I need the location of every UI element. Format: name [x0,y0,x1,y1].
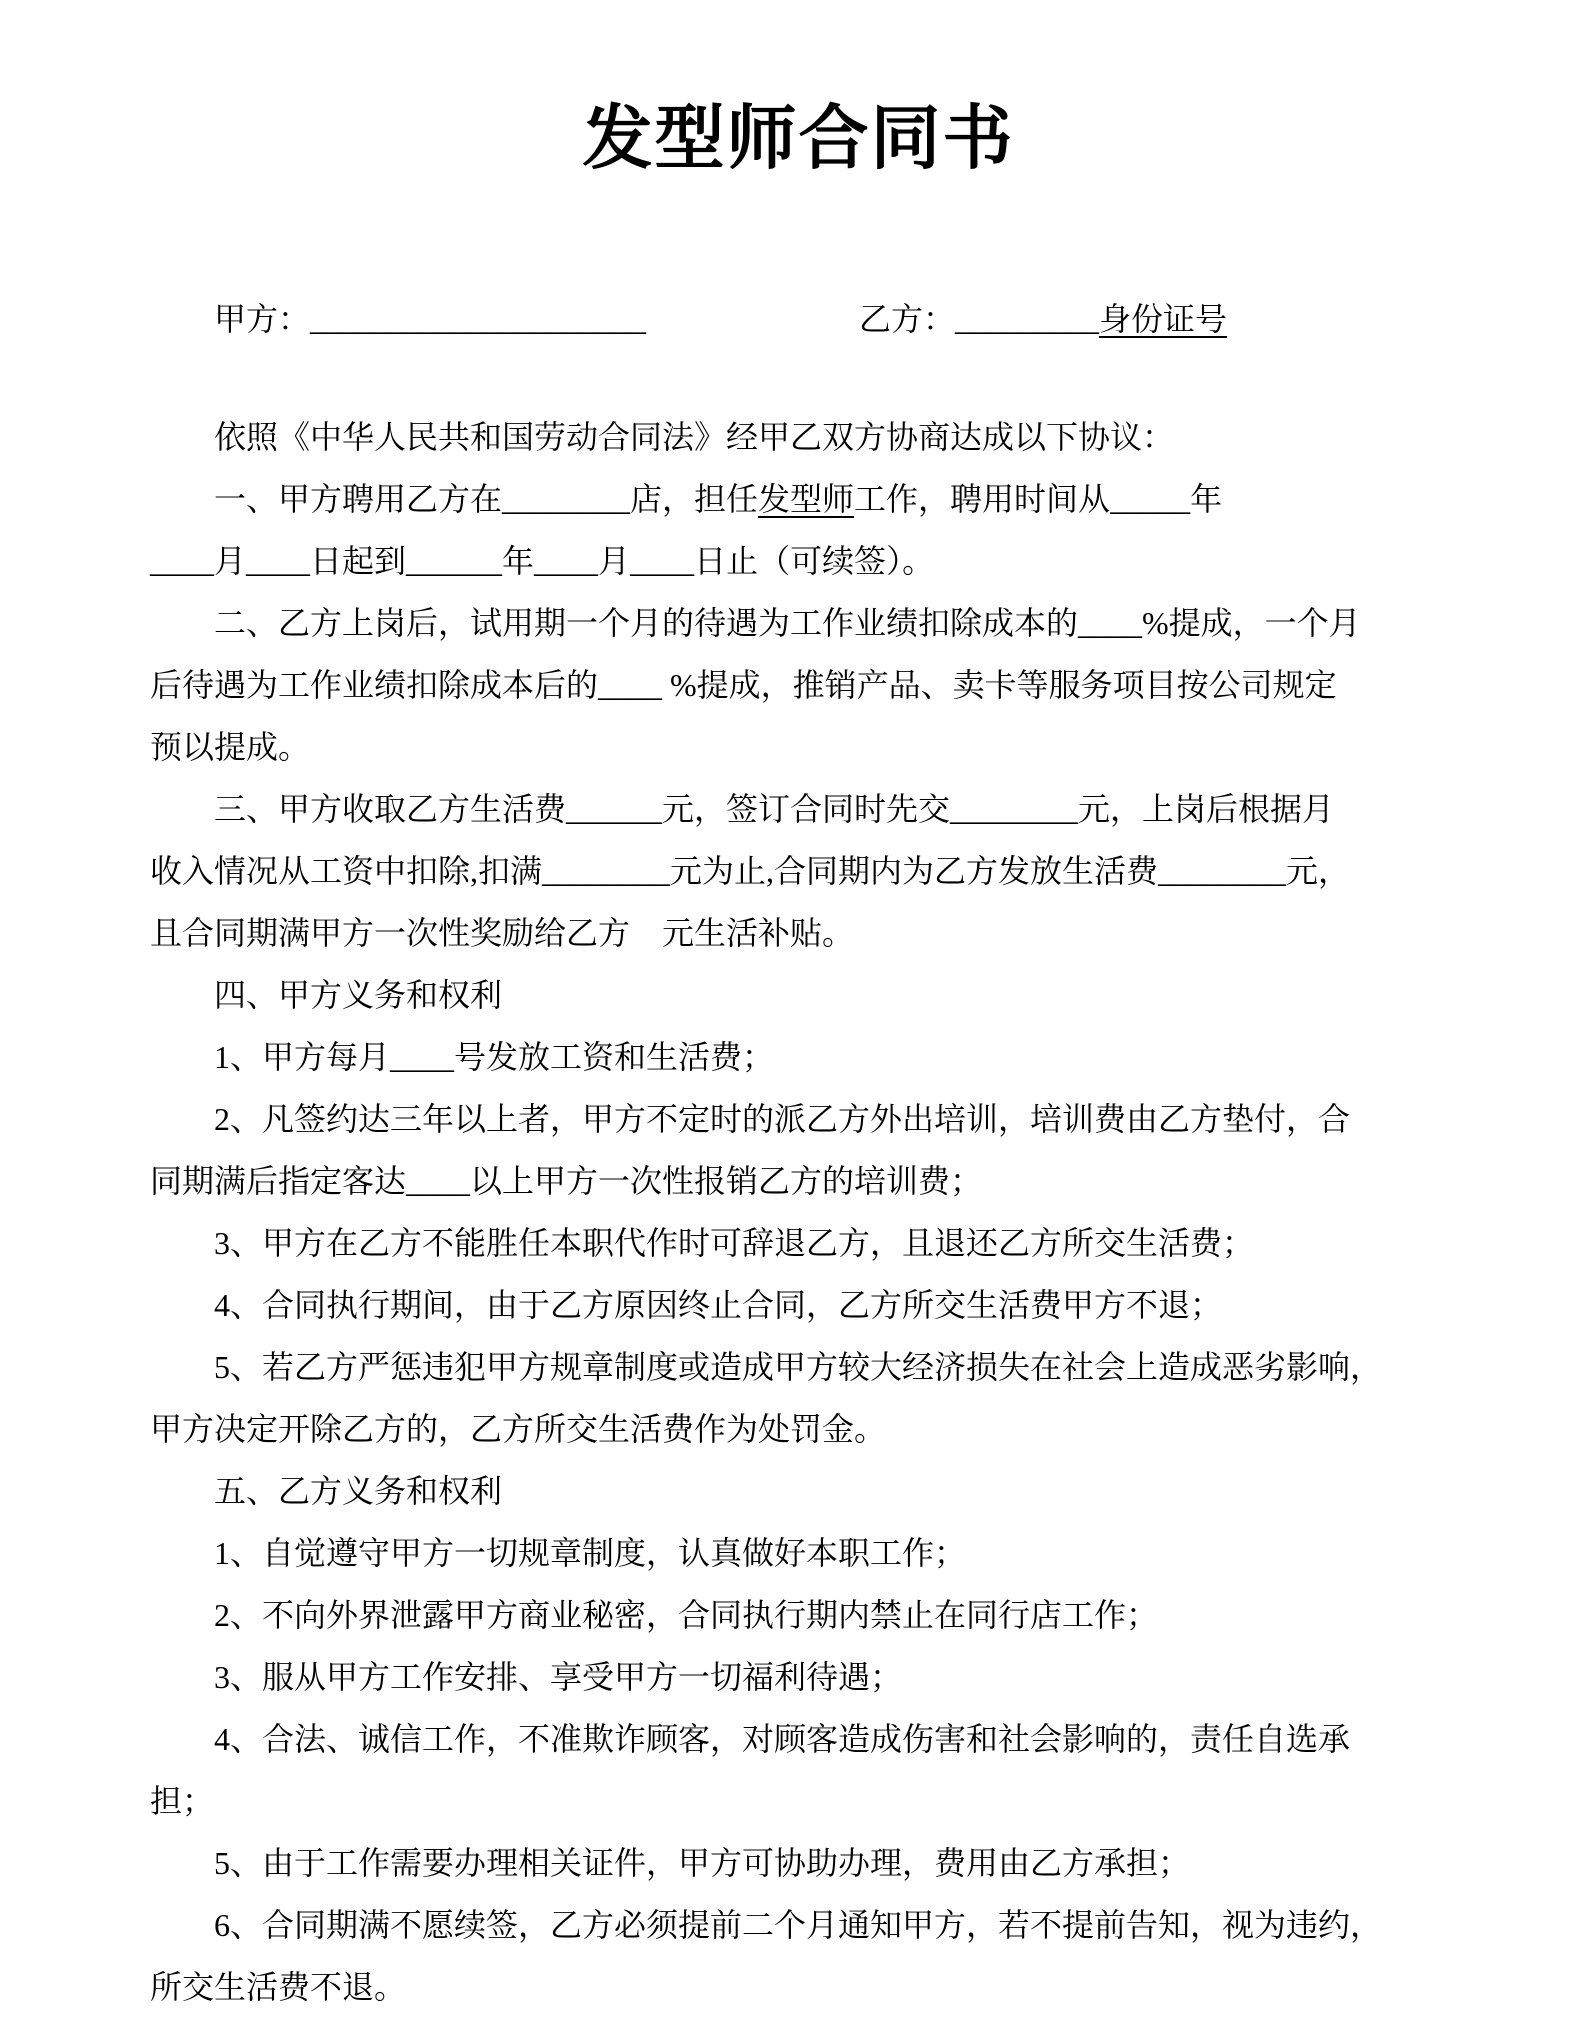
party-b-blank-field[interactable]: _________ [955,301,1100,337]
text-run: 所交生活费不退。 [150,1969,407,2005]
text-run: 5、由于工作需要办理相关证件，甲方可协助办理，费用由乙方承担； [214,1845,1191,1881]
text-run: 日止（可续签）。 [694,543,935,579]
contract-line [150,1956,1447,2018]
text-run: 元， [1286,853,1351,889]
blank-field[interactable]: ________ [542,853,671,889]
party-a-blank-field[interactable]: _____________________ [310,301,647,337]
contract-line [150,1584,1447,1646]
text-run: 3、服从甲方工作安排、享受甲方一切福利待遇； [214,1659,903,1695]
text-run: 同期满后指定客达 [150,1163,407,1199]
contract-line [150,406,1447,468]
contract-line [150,1460,1447,1522]
contract-line [150,1522,1447,1584]
contract-line [150,1894,1447,1956]
text-run: 店，担任 [630,481,759,517]
text-run: 后待遇为工作业绩扣除成本后的 [150,667,599,703]
blank-field[interactable]: _____ [1110,481,1191,517]
blank-field[interactable]: ________ [1158,853,1287,889]
contract-line [150,1274,1447,1336]
contract-line [150,716,1447,778]
text-run: 1、自觉遵守甲方一切规章制度，认真做好本职工作； [214,1535,967,1571]
text-run: 依照《中华人民共和国劳动合同法》经甲乙双方协商达成以下协议： [214,419,1175,455]
text-run: 一、甲方聘用乙方在 [214,481,503,517]
contract-line [150,902,1447,964]
text-run: 元，上岗后根据月 [1078,791,1335,827]
text-run: 2、凡签约达三年以上者，甲方不定时的派乙方外出培训，培训费由乙方垫付，合 [214,1101,1351,1137]
blank-field[interactable]: ____ [598,667,663,703]
text-run: %提成，推销产品、卖卡等服务项目按公司规定 [662,667,1337,703]
text-run: 二、乙方上岗后，试用期一个月的待遇为工作业绩扣除成本的 [214,605,1079,641]
text-run: 6、合同期满不愿续签，乙方必须提前二个月通知甲方，若不提前告知，视为违约， [214,1907,1383,1943]
text-run: 三、甲方收取乙方生活费 [214,791,567,827]
contract-line [150,1646,1447,1708]
text-run: 五、乙方义务和权利 [214,1473,503,1509]
text-run: 4、合法、诚信工作，不准欺诈顾客，对顾客造成伤害和社会影响的，责任自选承 [214,1721,1351,1757]
text-run: 收入情况从工资中扣除,扣满 [150,853,543,889]
contract-line [150,1336,1447,1398]
contract-line [150,778,1447,840]
text-run: 4、合同执行期间，由于乙方原因终止合同，乙方所交生活费甲方不退； [214,1287,1223,1323]
text-run: 担； [150,1783,215,1819]
text-run: 以上甲方一次性报销乙方的培训费； [470,1163,983,1199]
contract-line [150,1770,1447,1832]
blank-field[interactable]: ________ [502,481,631,517]
blank-field[interactable]: ____ [534,543,599,579]
contract-line [150,592,1447,654]
text-run: 四、甲方义务和权利 [214,977,503,1013]
text-run: 1、甲方每月 [214,1039,391,1075]
text-run: 元为止,合同期内为乙方发放生活费 [670,853,1159,889]
contract-line [150,964,1447,1026]
contract-line [150,1212,1447,1274]
contract-line [150,1088,1447,1150]
contract-line [150,1832,1447,1894]
blank-field[interactable]: ____ [150,543,214,579]
document-title: 发型师合同书 [582,101,1015,178]
text-run: 且合同期满甲方一次性奖励给乙方 元生活补贴。 [150,915,855,951]
contract-line [150,468,1447,530]
text-run: 2、不向外界泄露甲方商业秘密，合同执行期内禁止在同行店工作； [214,1597,1159,1633]
text-run: 3、甲方在乙方不能胜任本职代作时可辞退乙方，且退还乙方所交生活费； [214,1225,1255,1261]
text-run: 工作，聘用时间从 [854,481,1111,517]
text-run: 甲方决定开除乙方的，乙方所交生活费作为处罚金。 [150,1411,887,1447]
blank-field[interactable]: ____ [246,543,311,579]
party-b-id-label: 身份证号 [1099,301,1228,337]
blank-field[interactable]: ______ [566,791,663,827]
contract-line [150,1026,1447,1088]
text-run: 月 [214,543,247,579]
contract-line [150,1150,1447,1212]
party-row [150,288,1447,350]
contract-line [150,654,1447,716]
text-run: 5、若乙方严惩违犯甲方规章制度或造成甲方较大经济损失在社会上造成恶劣影响， [214,1349,1383,1385]
blank-field[interactable]: ____ [406,1163,471,1199]
text-run: 元，签订合同时先交 [662,791,951,827]
blank-field[interactable]: ____ [630,543,695,579]
text-run: 年 [502,543,535,579]
blank-field[interactable]: ________ [950,791,1079,827]
text-run: 日起到 [310,543,407,579]
contract-line [150,840,1447,902]
text-run: 月 [598,543,631,579]
contract-line [150,1708,1447,1770]
text-run: 年 [1190,481,1223,517]
blank-field[interactable]: ____ [1078,605,1143,641]
text-run: %提成，一个月 [1142,605,1361,641]
party-a-label: 甲方： [214,301,311,337]
contract-line [150,530,1447,592]
underlined-text: 发型师 [758,481,855,517]
blank-field[interactable]: ____ [390,1039,455,1075]
text-run: 预以提成。 [150,729,311,765]
contract-body [150,406,1447,2018]
blank-field[interactable]: ______ [406,543,503,579]
party-b-label: 乙方： [859,301,956,337]
contract-line [150,1398,1447,1460]
text-run: 号发放工资和生活费； [454,1039,775,1075]
